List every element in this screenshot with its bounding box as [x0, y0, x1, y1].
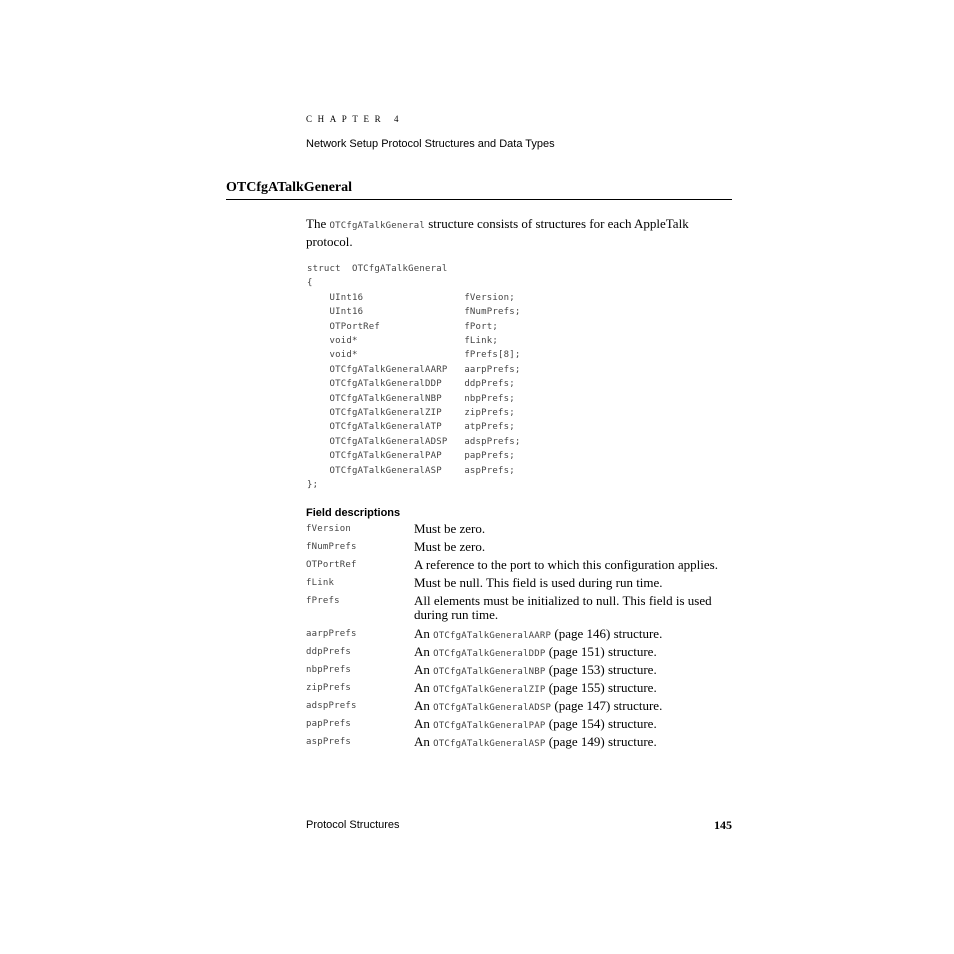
desc-code: OTCfgATalkGeneralAARP [433, 631, 552, 641]
desc-text: An [414, 626, 434, 641]
field-name: zipPrefs [306, 683, 351, 693]
intro-paragraph [306, 216, 716, 249]
intro-text-before: The [306, 216, 330, 231]
desc-code: OTCfgATalkGeneralDDP [433, 649, 546, 659]
desc-code: OTCfgATalkGeneralZIP [433, 685, 546, 695]
section-rule [226, 199, 732, 200]
field-desc: Must be zero. [414, 521, 486, 536]
field-desc [414, 699, 732, 715]
field-desc: Must be zero. [414, 539, 486, 554]
field-name: nbpPrefs [306, 665, 351, 675]
field-desc [414, 663, 732, 679]
footer-section-name: Protocol Structures [306, 819, 400, 831]
chapter-title: Network Setup Protocol Structures and Data Types [306, 138, 555, 150]
desc-text: (page 149) structure. [545, 734, 657, 749]
field-name: fNumPrefs [306, 542, 357, 552]
desc-text: An [414, 698, 434, 713]
field-name: OTPortRef [306, 560, 357, 570]
field-desc: Must be null. This field is used during run time. [414, 575, 663, 590]
field-name: aspPrefs [306, 737, 351, 747]
intro-code: OTCfgATalkGeneral [329, 221, 425, 231]
desc-text: (page 154) structure. [545, 716, 657, 731]
desc-text: (page 155) structure. [545, 680, 657, 695]
field-name: adspPrefs [306, 701, 357, 711]
intro-text-after: structure consists of structures for each AppleTalk protocol. [306, 216, 689, 249]
desc-text: An [414, 662, 434, 677]
field-desc [414, 717, 732, 733]
field-name: ddpPrefs [306, 647, 351, 657]
desc-text: (page 151) structure. [545, 644, 657, 659]
field-desc [414, 645, 732, 661]
field-desc [414, 681, 732, 697]
desc-text: (page 146) structure. [551, 626, 663, 641]
field-name: fPrefs [306, 596, 340, 606]
field-desc: All elements must be initialized to null. This field is used during run time. [414, 593, 712, 622]
field-name: fLink [306, 578, 335, 588]
chapter-label: CHAPTER 4 [306, 114, 405, 124]
field-desc: A reference to the port to which this configuration applies. [414, 557, 718, 572]
field-name: fVersion [306, 524, 351, 534]
desc-text: An [414, 680, 434, 695]
desc-text: An [414, 644, 434, 659]
field-name: papPrefs [306, 719, 351, 729]
desc-text: An [414, 734, 434, 749]
desc-text: (page 147) structure. [551, 698, 663, 713]
field-desc [414, 627, 732, 643]
page-number: 145 [714, 818, 732, 832]
desc-text: (page 153) structure. [545, 662, 657, 677]
desc-code: OTCfgATalkGeneralADSP [433, 703, 552, 713]
struct-code-block: struct OTCfgATalkGeneral { UInt16 fVersion; UInt16 fNumPrefs; OTPortRef fPort; void* fLink; void* fPrefs[8]; OTCfgATalkGeneralAARP aarpPrefs; OTCfgATalkGeneralDDP ddpPrefs; OTCfgATalkGeneralNBP nbpPrefs; OTCfgATalkGeneralZIP zipPrefs; OTCfgATalkGeneralATP atpPrefs; OTCfgATalkGeneralADSP adspPrefs; OTCfgATalkGeneralPAP papPrefs; OTCfgATalkGeneralASP aspPrefs; }; [307, 264, 521, 491]
section-title: OTCfgATalkGeneral [226, 180, 353, 195]
desc-code: OTCfgATalkGeneralASP [433, 739, 546, 749]
desc-code: OTCfgATalkGeneralNBP [433, 667, 546, 677]
desc-text: An [414, 716, 434, 731]
desc-code: OTCfgATalkGeneralPAP [433, 721, 546, 731]
field-descriptions-heading: Field descriptions [306, 507, 401, 519]
field-name: aarpPrefs [306, 629, 357, 639]
field-desc [414, 735, 732, 751]
